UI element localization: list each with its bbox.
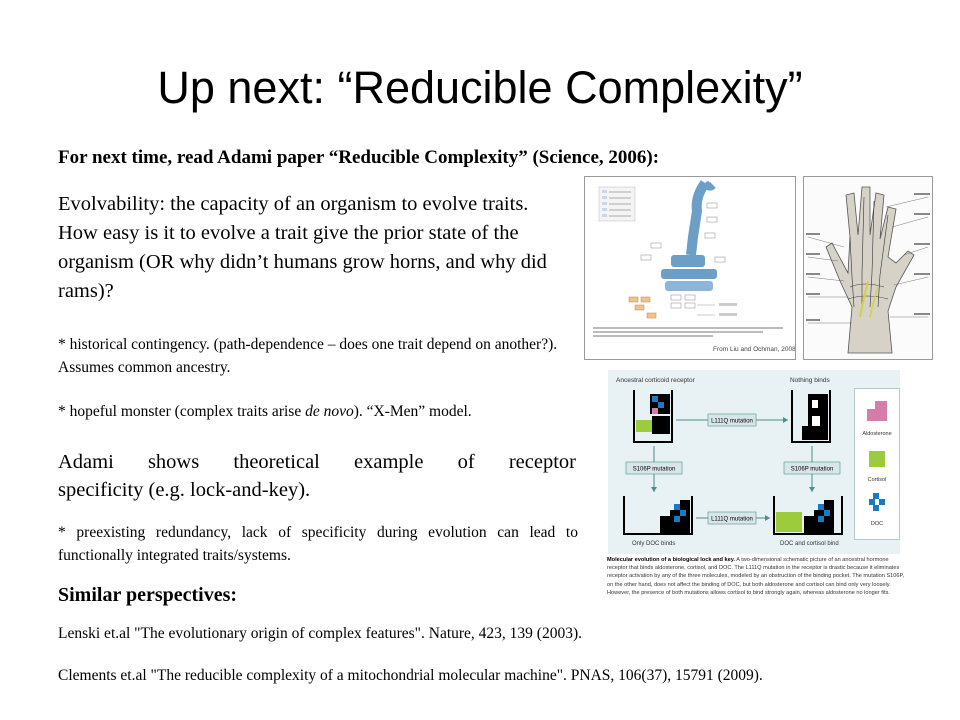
figure-liu-ochman	[584, 176, 796, 360]
adami-paragraph	[58, 448, 576, 504]
doc-cortisol-label: DOC and cortisol bind	[780, 541, 839, 547]
nothing-binds-label: Nothing binds	[790, 377, 830, 384]
reference-clements: Clements et.al "The reducible complexity of a mitochondrial molecular machine". PNAS, 106(37), 15791 (2009).	[58, 667, 763, 684]
receptor-ancestral	[634, 390, 672, 442]
slide-title: Up next: “Reducible Complexity”	[157, 62, 803, 113]
caption-title: Molecular evolution of a biological lock and key.	[607, 557, 735, 563]
legend-cortisol: Cortisol	[867, 477, 887, 483]
legend-aldosterone: Aldosterone	[862, 431, 892, 437]
figure-lock-and-key	[608, 370, 852, 554]
legend-doc: DOC	[870, 521, 884, 527]
cortisol-swatch	[869, 451, 885, 467]
hopeful-text-italic: de novo	[305, 403, 354, 420]
caption-body: A two-dimensional schematic picture of an ancestral hormone receptor that binds aldosterone, cortisol, and DOC. The L111Q mutation in the receptor is drastic because it eliminates receptor activation by any of the three molecules, modeled by an obstruction of the binding pocket. The mutation S106P, on the other hand, does not affect the binding of DOC, but both aldosterone and cortisol can bind only very loosely. However, the presence of both mutations allows cortisol to bind strongly again, whereas aldosterone no longer fits.	[607, 557, 905, 596]
figure-caption	[607, 556, 907, 597]
hopeful-text-pre: * hopeful monster (complex traits arise	[58, 403, 306, 420]
receptor-schematic	[608, 370, 852, 554]
hopeful-monster-bullet	[58, 400, 578, 423]
reading-note: For next time, read Adami paper “Reducible Complexity” (Science, 2006):	[58, 147, 660, 168]
hand-illustration	[804, 177, 932, 359]
mutation-l111q-top: L111Q mutation	[711, 418, 753, 425]
similar-perspectives-heading: Similar perspectives:	[58, 584, 238, 606]
historical-contingency-bullet: * historical contingency. (path-dependence – does one trait depend on another?). Assumes common ancestry.	[58, 336, 558, 376]
mutation-l111q-bottom: L111Q mutation	[711, 516, 753, 523]
molecule-legend	[854, 388, 900, 540]
evolvability-paragraph: Evolvability: the capacity of an organism to evolve traits. How easy is it to evolve a trait give the prior state of the organism (OR why didn’t humans grow horns, and why did rams)?	[58, 193, 547, 302]
reference-lenski: Lenski et.al "The evolutionary origin of complex features". Nature, 423, 139 (2003).	[58, 625, 583, 642]
receptor-only-doc	[624, 496, 692, 534]
mutation-s106p-left: S106P mutation	[632, 466, 676, 473]
receptor-doc-cortisol	[774, 496, 842, 534]
adami-line-2: specificity (e.g. lock-and-key).	[58, 479, 311, 501]
flagellum-diagram	[585, 177, 795, 359]
doc-swatch	[869, 493, 885, 511]
redundancy-bullet: * preexisting redundancy, lack of specificity during evolution can lead to functionally integrated traits/systems.	[58, 524, 578, 564]
figure-credit: From Liu and Ochman, 2008	[713, 346, 795, 353]
figure-hand-anatomy	[803, 176, 933, 360]
ancestral-label: Ancestral corticoid receptor	[616, 377, 695, 384]
legend-svg	[855, 389, 899, 539]
hopeful-text-post: ). “X-Men” model.	[353, 403, 472, 420]
adami-line-1: Adami shows theoretical example of receptor	[58, 451, 576, 473]
receptor-nothing-binds	[792, 390, 830, 442]
only-doc-label: Only DOC binds	[632, 541, 676, 547]
mutation-s106p-right: S106P mutation	[790, 466, 834, 473]
